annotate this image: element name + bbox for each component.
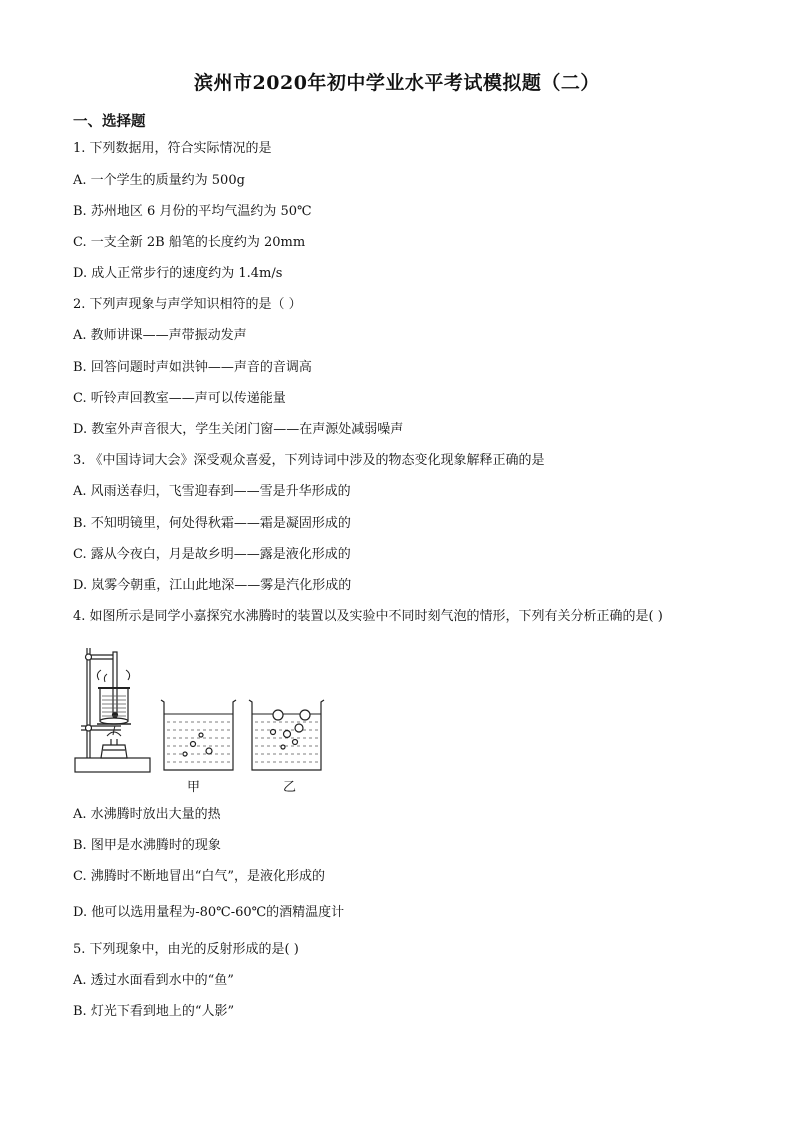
question-3-option-d: D. 岚雾今朝重，江山此地深——雾是汽化形成的 xyxy=(73,578,352,593)
boiling-experiment-figure xyxy=(73,642,333,795)
question-4-option-a: A. 水沸腾时放出大量的热 xyxy=(73,807,221,822)
question-3-option-b: B. 不知明镜里，何处得秋霜——霜是凝固形成的 xyxy=(73,516,351,531)
question-3-stem: 3. 《中国诗词大会》深受观众喜爱，下列诗词中涉及的物态变化现象解释正确的是 xyxy=(73,453,545,468)
apparatus-diagram xyxy=(73,642,333,792)
question-4-option-c: C. 沸腾时不断地冒出“白气”，是液化形成的 xyxy=(73,869,326,884)
question-1-stem: 1. 下列数据用，符合实际情况的是 xyxy=(73,141,272,156)
question-2-option-c: C. 听铃声回教室——声可以传递能量 xyxy=(73,391,286,406)
question-4-stem: 4. 如图所示是同学小嘉探究水沸腾时的装置以及实验中不同时刻气泡的情形，下列有关分析正确的是( ) xyxy=(73,609,663,624)
question-2-option-a: A. 教师讲课——声带振动发声 xyxy=(73,328,247,343)
question-2-option-b: B. 回答问题时声如洪钟——声音的音调高 xyxy=(73,360,312,375)
question-5-option-a: A. 透过水面看到水中的“鱼” xyxy=(73,973,234,988)
beaker-yi xyxy=(249,700,324,770)
question-2-option-d: D. 教室外声音很大，学生关闭门窗——在声源处减弱噪声 xyxy=(73,422,404,437)
question-1-option-a: A. 一个学生的质量约为 500g xyxy=(73,173,245,188)
question-5-option-b: B. 灯光下看到地上的“人影” xyxy=(73,1004,235,1019)
question-3-option-a: A. 风雨送春归，飞雪迎春到——雪是升华形成的 xyxy=(73,484,351,499)
section-heading: 一、选择题 xyxy=(73,113,146,130)
question-4-option-b: B. 图甲是水沸腾时的现象 xyxy=(73,838,221,853)
question-1-option-b: B. 苏州地区 6 月份的平均气温约为 50℃ xyxy=(73,204,312,219)
question-3-option-c: C. 露从今夜白，月是故乡明——露是液化形成的 xyxy=(73,547,351,562)
beaker-yi-label: 乙 xyxy=(283,780,297,795)
question-1-option-c: C. 一支全新 2B 船笔的长度约为 20mm xyxy=(73,235,306,250)
beaker-jia-label: 甲 xyxy=(187,780,201,795)
question-1-option-d: D. 成人正常步行的速度约为 1.4m/s xyxy=(73,266,283,281)
question-5-stem: 5. 下列现象中，由光的反射形成的是( ) xyxy=(73,942,299,957)
question-2-stem: 2. 下列声现象与声学知识相符的是（ ） xyxy=(73,297,302,312)
page-title: 滨州市2020年初中学业水平考试模拟题（二） xyxy=(194,72,600,94)
alcohol-lamp xyxy=(101,726,127,758)
question-4-option-d: D. 他可以选用量程为-80℃-60℃的酒精温度计 xyxy=(73,905,345,920)
beaker-jia xyxy=(161,700,236,770)
